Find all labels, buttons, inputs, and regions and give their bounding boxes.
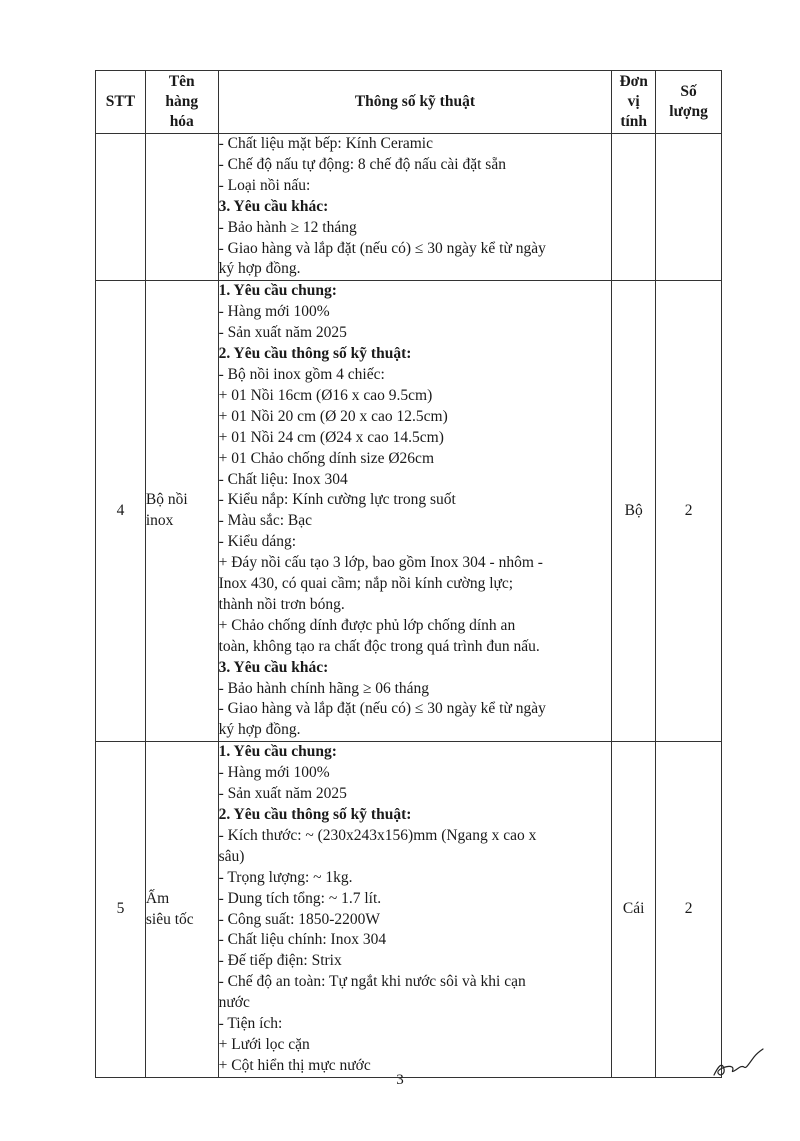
spec-line: - Chất liệu mặt bếp: Kính Ceramic bbox=[218, 135, 433, 152]
spec-line: + Chảo chống dính được phủ lớp chống dính an bbox=[218, 616, 516, 634]
row-qty bbox=[656, 134, 722, 281]
row-name bbox=[145, 134, 218, 281]
spec-line: - Hàng mới 100% bbox=[218, 303, 330, 321]
row-unit bbox=[612, 134, 656, 281]
header-unit bbox=[612, 71, 656, 134]
header-name-line: hóa bbox=[169, 113, 194, 130]
header-unit-line: vị bbox=[627, 93, 640, 110]
spec-section-heading: 3. Yêu cầu khác: bbox=[218, 658, 329, 676]
spec-line: + Lưới lọc cặn bbox=[218, 1035, 310, 1053]
spec-line: - Kiểu nắp: Kính cường lực trong suốt bbox=[218, 491, 456, 509]
spec-line: - Bảo hành ≥ 12 tháng bbox=[218, 218, 357, 236]
header-row bbox=[96, 71, 722, 134]
spec-line: - Kích thước: ~ (230x243x156)mm (Ngang x cao x bbox=[218, 826, 537, 844]
header-unit-line: tính bbox=[620, 113, 648, 130]
row-specs bbox=[218, 134, 612, 281]
spec-line: ký hợp đồng. bbox=[218, 260, 301, 278]
row-qty: 2 bbox=[656, 281, 722, 742]
signature-mark bbox=[708, 1043, 768, 1083]
spec-line: - Chế độ nấu tự động: 8 chế độ nấu cài đặt sẵn bbox=[218, 155, 506, 173]
header-name-line: Tên bbox=[168, 73, 195, 90]
spec-line: - Sản xuất năm 2025 bbox=[218, 324, 347, 342]
header-qty bbox=[656, 71, 722, 134]
header-qty-line: Số bbox=[680, 83, 697, 100]
spec-table bbox=[95, 70, 722, 1078]
spec-line: + 01 Chảo chống dính size Ø26cm bbox=[218, 449, 434, 467]
row-specs bbox=[218, 281, 612, 742]
spec-section-heading: 2. Yêu cầu thông số kỹ thuật: bbox=[218, 345, 412, 363]
header-unit-line: Đơn bbox=[619, 73, 648, 90]
row-name-line: Ấm bbox=[145, 889, 170, 907]
row-unit: Bộ bbox=[612, 281, 656, 742]
spec-section-heading: 1. Yêu cầu chung: bbox=[218, 743, 337, 761]
header-qty-line: lượng bbox=[669, 103, 708, 120]
header-stt: STT bbox=[96, 71, 146, 134]
spec-line: - Kiểu dáng: bbox=[218, 533, 297, 551]
row-stt: 4 bbox=[96, 281, 146, 742]
header-name-line: hàng bbox=[165, 93, 199, 110]
row-name-line: inox bbox=[145, 512, 174, 530]
spec-line: - Chế độ an toàn: Tự ngắt khi nước sôi và khi cạn bbox=[218, 973, 526, 991]
spec-line: - Bảo hành chính hãng ≥ 06 tháng bbox=[218, 679, 430, 697]
spec-line: - Sản xuất năm 2025 bbox=[218, 785, 347, 803]
spec-line: - Dung tích tổng: ~ 1.7 lít. bbox=[218, 889, 382, 907]
row-specs bbox=[218, 742, 612, 1078]
row-qty: 2 bbox=[656, 742, 722, 1078]
spec-line: - Đế tiếp điện: Strix bbox=[218, 952, 342, 970]
row-name bbox=[145, 742, 218, 1078]
spec-line: - Công suất: 1850-2200W bbox=[218, 910, 381, 928]
spec-line: - Giao hàng và lắp đặt (nếu có) ≤ 30 ngày kể từ ngày bbox=[218, 239, 546, 257]
spec-line: - Chất liệu chính: Inox 304 bbox=[218, 931, 387, 949]
row-stt bbox=[96, 134, 146, 281]
spec-line: + 01 Nồi 16cm (Ø16 x cao 9.5cm) bbox=[218, 386, 433, 404]
header-spec: Thông số kỹ thuật bbox=[218, 71, 612, 134]
spec-line: + Đáy nồi cấu tạo 3 lớp, bao gồm Inox 304 - nhôm - bbox=[218, 554, 543, 572]
row-name bbox=[145, 281, 218, 742]
spec-line: nước bbox=[218, 994, 250, 1012]
row-name-line: siêu tốc bbox=[145, 910, 194, 928]
spec-section-heading: 1. Yêu cầu chung: bbox=[218, 282, 337, 300]
page-number: 3 bbox=[396, 1072, 404, 1088]
row-unit: Cái bbox=[612, 742, 656, 1078]
spec-line: + 01 Nồi 20 cm (Ø 20 x cao 12.5cm) bbox=[218, 407, 448, 425]
spec-line: - Loại nồi nấu: bbox=[218, 176, 311, 194]
spec-line: - Tiện ích: bbox=[218, 1015, 283, 1033]
spec-line: Inox 430, có quai cầm; nắp nồi kính cường lực; bbox=[218, 575, 514, 593]
table-row bbox=[96, 742, 722, 1078]
spec-line: + 01 Nồi 24 cm (Ø24 x cao 14.5cm) bbox=[218, 428, 444, 446]
spec-line: - Trọng lượng: ~ 1kg. bbox=[218, 868, 353, 886]
row-stt: 5 bbox=[96, 742, 146, 1078]
spec-section-heading: 2. Yêu cầu thông số kỹ thuật: bbox=[218, 806, 412, 823]
spec-line: - Giao hàng và lắp đặt (nếu có) ≤ 30 ngày kể từ ngày bbox=[218, 700, 546, 718]
spec-line: thành nồi trơn bóng. bbox=[218, 595, 345, 613]
table-row bbox=[96, 281, 722, 742]
spec-line: - Bộ nồi inox gồm 4 chiếc: bbox=[218, 365, 385, 383]
spec-section-heading: 3. Yêu cầu khác: bbox=[218, 197, 329, 215]
spec-line: ký hợp đồng. bbox=[218, 721, 301, 739]
spec-line: - Màu sắc: Bạc bbox=[218, 512, 313, 530]
spec-line: + Cột hiển thị mực nước bbox=[218, 1056, 371, 1074]
spec-line: - Hàng mới 100% bbox=[218, 764, 330, 782]
spec-line: - Chất liệu: Inox 304 bbox=[218, 470, 348, 488]
header-name bbox=[145, 71, 218, 134]
row-name-line: Bộ nồi bbox=[145, 491, 188, 509]
spec-line: toàn, không tạo ra chất độc trong quá trình đun nấu. bbox=[218, 637, 540, 655]
table-row bbox=[96, 134, 722, 281]
spec-line: sâu) bbox=[218, 847, 245, 865]
